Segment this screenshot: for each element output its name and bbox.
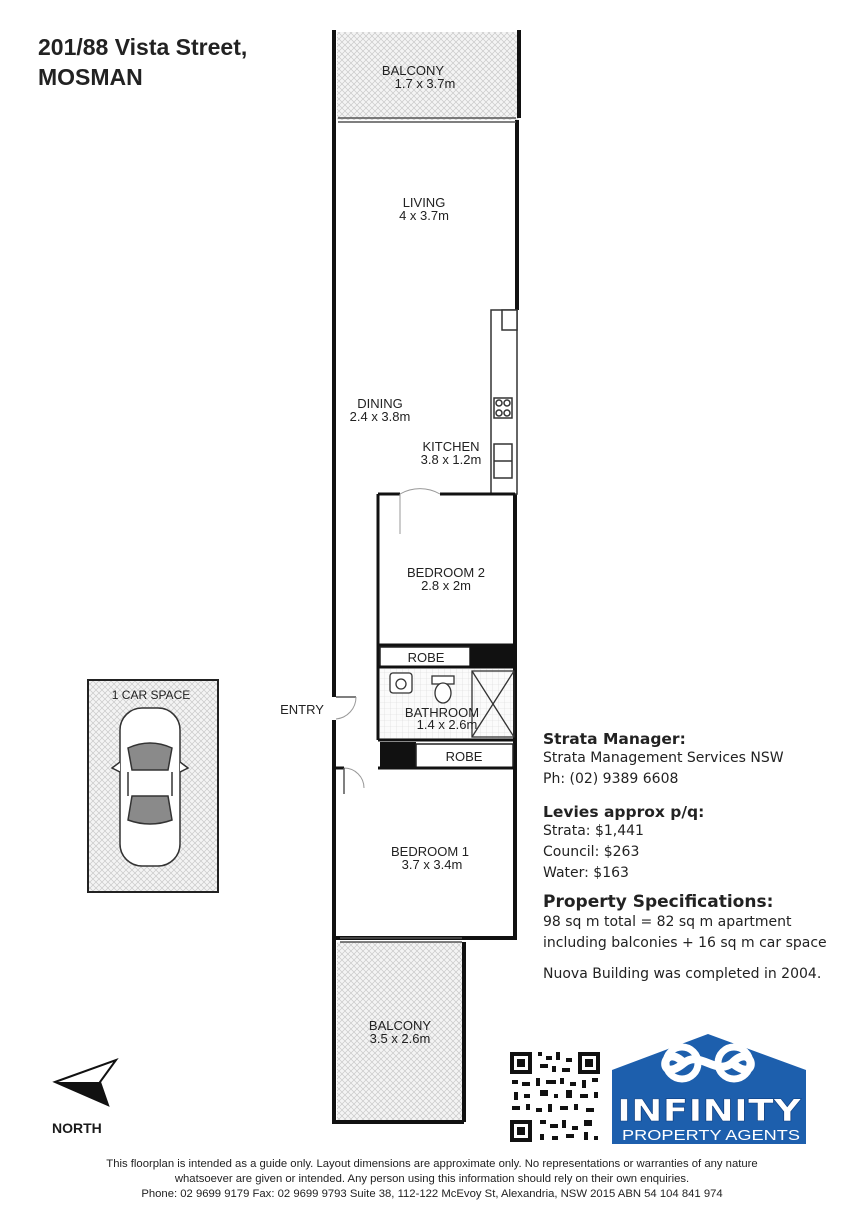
- balcony-top-label: BALCONY: [381, 63, 445, 78]
- bathroom-dims: 1.4 x 2.6m: [416, 717, 478, 732]
- north-label: NORTH: [52, 1120, 102, 1136]
- bedroom1-label: BEDROOM 1: [390, 844, 470, 859]
- car-icon: [112, 708, 188, 866]
- entry-label: ENTRY: [280, 702, 324, 717]
- bedroom2-dims: 2.8 x 2m: [421, 578, 471, 593]
- bedroom2-label: BEDROOM 2: [406, 565, 486, 580]
- specs-heading: Property Specifications:: [543, 892, 774, 912]
- logo-line-1: INFINITY: [617, 1094, 803, 1129]
- kitchen-label: KITCHEN: [422, 439, 480, 454]
- footer-disclaimer: [20, 1157, 844, 1202]
- living-label: LIVING: [402, 195, 446, 210]
- kitchen-dims: 3.8 x 1.2m: [420, 452, 482, 467]
- levies-strata: Strata: $1,441: [543, 823, 644, 839]
- dining-label: DINING: [357, 396, 403, 411]
- wall-block-2: [380, 742, 416, 768]
- wall-block: [470, 645, 515, 667]
- specs-line-3: Nuova Building was completed in 2004.: [543, 966, 822, 982]
- qr-code-icon: [510, 1052, 600, 1142]
- levies-water: Water: $163: [543, 865, 629, 881]
- bedroom1-dims: 3.7 x 3.4m: [401, 857, 463, 872]
- balcony-bottom-label: BALCONY: [368, 1018, 432, 1033]
- logo-line-2: PROPERTY AGENTS: [622, 1127, 800, 1144]
- car-space-label: 1 CAR SPACE: [111, 688, 191, 702]
- strata-phone: Ph: (02) 9389 6608: [543, 771, 679, 787]
- north-arrow-icon: [55, 1060, 116, 1105]
- strata-heading: Strata Manager:: [543, 730, 686, 748]
- strata-company: Strata Management Services NSW: [543, 750, 784, 766]
- address-line-2: MOSMAN: [38, 64, 143, 90]
- living-dims: 4 x 3.7m: [399, 208, 449, 223]
- balcony-bottom-dims: 3.5 x 2.6m: [369, 1031, 431, 1046]
- robe2-label: ROBE: [445, 749, 483, 764]
- dining-dims: 2.4 x 3.8m: [349, 409, 411, 424]
- property-info: [543, 730, 853, 985]
- bathroom-label: BATHROOM: [404, 705, 480, 720]
- footer-line-1: This floorplan is intended as a guide only. Layout dimensions are approximate only. No representations or warranties of any nature: [106, 1158, 758, 1170]
- levies-council: Council: $263: [543, 844, 640, 860]
- balcony-top-dims: 1.7 x 3.7m: [394, 76, 456, 91]
- specs-line-2: including balconies + 16 sq m car space: [543, 935, 827, 951]
- address-line-1: 201/88 Vista Street,: [38, 34, 248, 60]
- robe1-label: ROBE: [407, 650, 445, 665]
- footer-line-3: Phone: 02 9699 9179 Fax: 02 9699 9793 Suite 38, 112-122 McEvoy St, Alexandria, NSW 2015 ABN 54 104 841 974: [141, 1188, 723, 1200]
- infinity-logo: [612, 1034, 806, 1144]
- specs-line-1: 98 sq m total = 82 sq m apartment: [543, 914, 792, 930]
- levies-heading: Levies approx p/q:: [543, 803, 705, 821]
- footer-line-2: whatsoever are given or intended. Any person using this information should rely on their own enquiries.: [174, 1173, 690, 1185]
